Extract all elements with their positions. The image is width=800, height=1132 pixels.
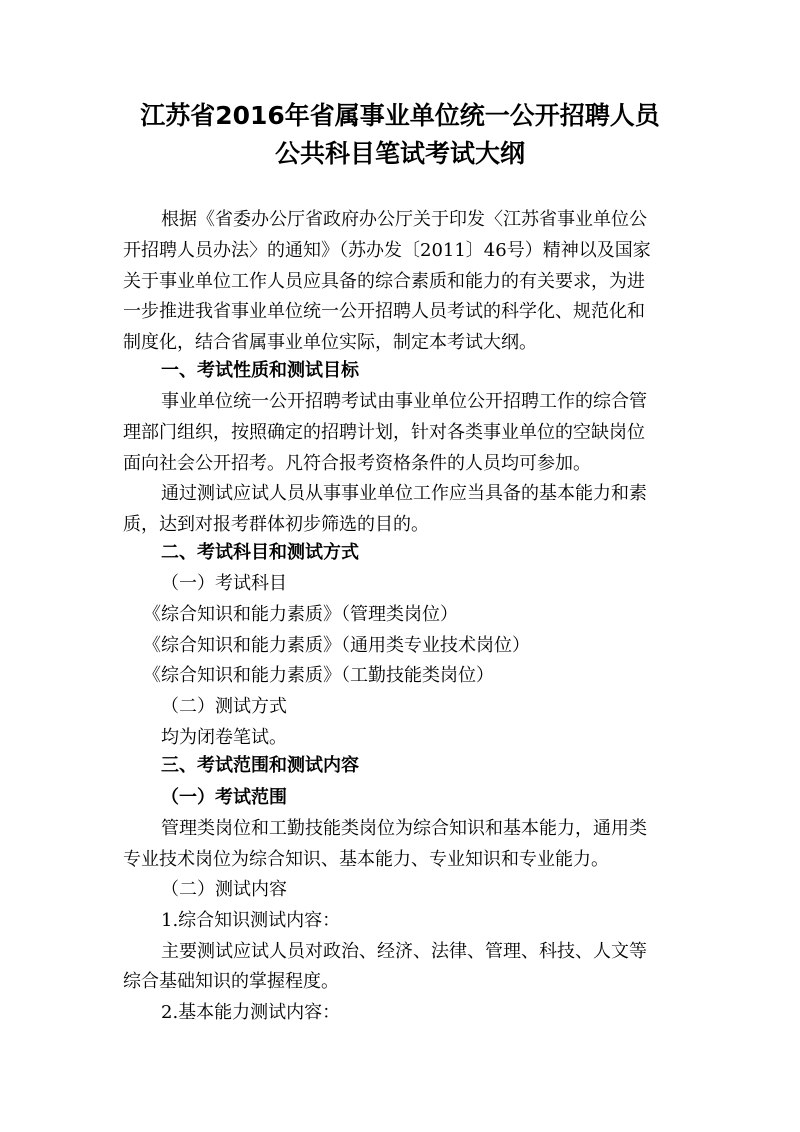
section2-sub1: （一）考试科目 [161, 573, 287, 594]
subject-item: 《综合知识和能力素质》（工勤技能类岗位） [143, 665, 494, 686]
intro-line: 一步推进我省事业单位统一公开招聘人员考试的科学化、规范化和 [123, 301, 645, 322]
section3-sub2: （二）测试内容 [161, 879, 287, 900]
section1-line: 理部门组织，按照确定的招聘计划，针对各类事业单位的空缺岗位 [123, 422, 645, 443]
intro-line: 制度化，结合省属事业单位实际，制定本考试大纲。 [123, 332, 537, 353]
subject-item: 《综合知识和能力素质》（通用类专业技术岗位） [143, 635, 530, 656]
intro-line: 关于事业单位工作人员应具备的综合素质和能力的有关要求，为进 [123, 271, 645, 292]
scope-line: 管理类岗位和工勤技能类岗位为综合知识和基本能力，通用类 [161, 818, 647, 839]
section3-heading: 三、考试范围和测试内容 [161, 755, 359, 776]
section2-heading: 二、考试科目和测试方式 [161, 542, 359, 563]
item1-heading: 1.综合知识测试内容： [161, 910, 341, 931]
document-title-line2: 公共科目笔试考试大纲 [274, 139, 525, 168]
section1-line: 面向社会公开招考。凡符合报考资格条件的人员均可参加。 [123, 453, 591, 474]
subject-item: 《综合知识和能力素质》（管理类岗位） [143, 604, 458, 625]
document-title-line1: 江苏省2016年省属事业单位统一公开招聘人员 [140, 101, 660, 130]
item1-line: 综合基础知识的掌握程度。 [123, 971, 339, 992]
item1-line: 主要测试应试人员对政治、经济、法律、管理、科技、人文等 [161, 941, 647, 962]
section1-line: 质，达到对报考群体初步筛选的目的。 [123, 514, 429, 535]
intro-line: 开招聘人员办法〉的通知》（苏办发〔2011〕46号）精神以及国家 [123, 240, 651, 261]
item2-heading: 2.基本能力测试内容： [161, 1002, 341, 1023]
section1-line: 事业单位统一公开招聘考试由事业单位公开招聘工作的综合管 [161, 391, 647, 412]
scope-line: 专业技术岗位为综合知识、基本能力、专业知识和专业能力。 [123, 849, 609, 870]
section3-sub1: （一）考试范围 [161, 787, 287, 808]
section1-heading: 一、考试性质和测试目标 [161, 360, 359, 381]
section2-method: 均为闭卷笔试。 [161, 727, 287, 748]
section1-line: 通过测试应试人员从事事业单位工作应当具备的基本能力和素 [161, 483, 647, 504]
section2-sub2: （二）测试方式 [161, 696, 287, 717]
intro-line: 根据《省委办公厅省政府办公厅关于印发〈江苏省事业单位公 [161, 209, 647, 230]
